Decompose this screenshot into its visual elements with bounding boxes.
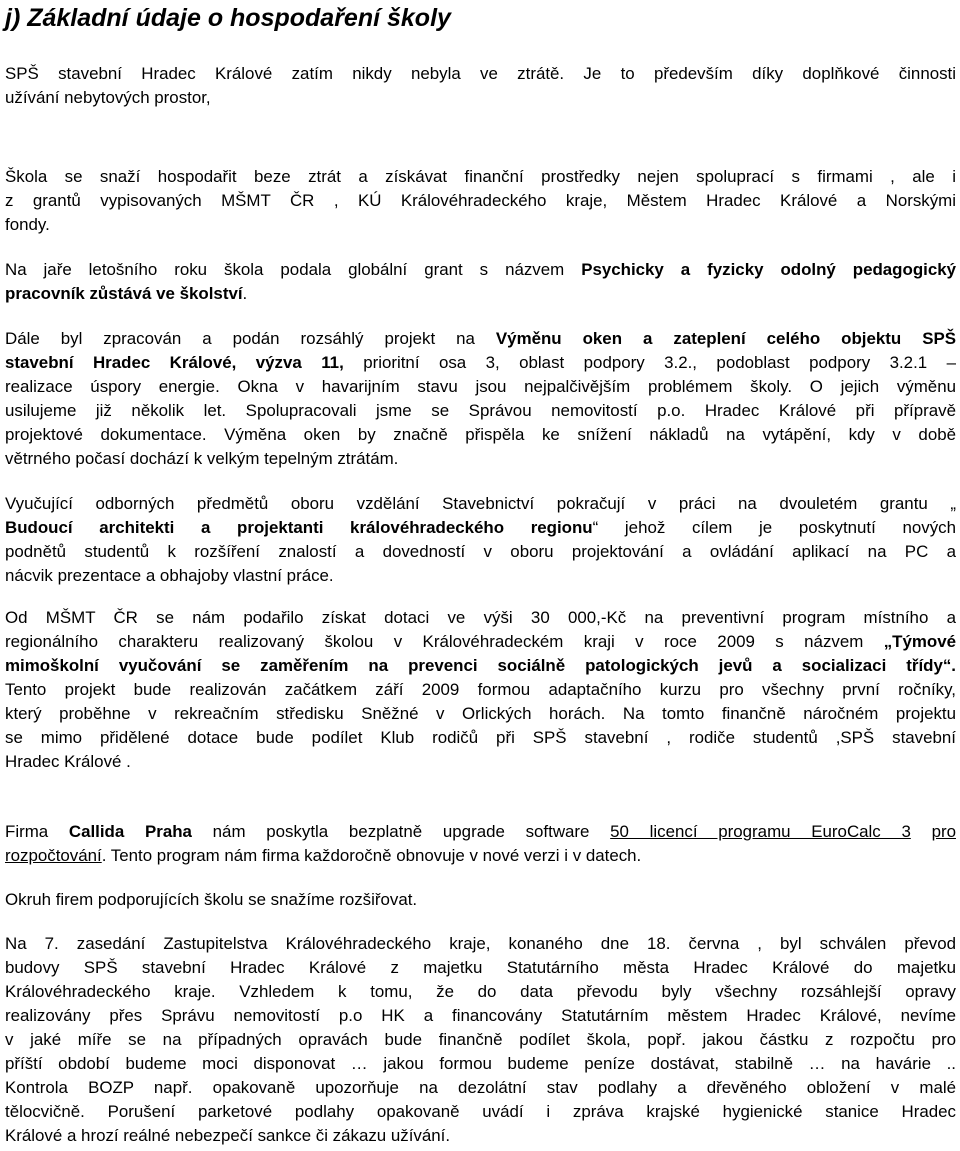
paragraph-funding: Škola se snaží hospodařit beze ztrát a získávat finanční prostředky nejen spoluprací s firmami , ale i z grantů vypisovaných MŠMT ČR , KÚ Královéhradeckého kraje, Městem Hradec Králové a Norskými fondy. [5, 167, 956, 234]
project-title-cont: stavební Hradec Králové, výzva 11, [5, 353, 344, 372]
document-page [5, 0, 956, 1145]
paragraph-supporters: Okruh firem podporujících školu se snažíme rozšiřovat. [5, 890, 418, 909]
program-title-cont: mimoškolní vyučování se zaměřením na prevenci sociálně patologických jevů a socializaci třídy“. [5, 656, 956, 675]
paragraph-software: Firma Callida Praha nám poskytla bezplatně upgrade software 50 licencí programu EuroCalc 3 pro rozpočtování. Tento program nám firma každoročně obnovuje v nové verzi i v datech. [5, 822, 956, 865]
section-heading: j) Základní údaje o hospodaření školy [5, 4, 451, 32]
company-name: Callida Praha [68, 822, 192, 841]
license-text-cont: pro [931, 822, 956, 841]
grant-title-cont: pracovník zůstává ve školství [5, 284, 243, 303]
paragraph-architects-grant: Vyučující odborných předmětů oboru vzdělání Stavebnictví pokračují v práci na dvouletém grantu „ Budoucí architekti a projektanti královéhradeckého regionu“ jehož cílem je poskytnutí nových podnětů studentů k rozšíření znalostí a dovedností v oboru projektování a ovládání aplikací na PC a nácvik prezentace a obhajoby vlastní práce. [5, 494, 956, 585]
grant-title: Psychicky a fyzicky odolný pedagogický [581, 260, 956, 279]
license-text: 50 licencí programu EuroCalc 3 [610, 822, 911, 841]
paragraph-global-grant: Na jaře letošního roku škola podala globální grant s názvem Psychicky a fyzicky odolný pedagogický pracovník zůstává ve školství. [5, 260, 956, 303]
paragraph-windows-project: Dále byl zpracován a podán rozsáhlý projekt na Výměnu oken a zateplení celého objektu SPŠ stavební Hradec Králové, výzva 11, prioritní osa 3, oblast podpory 3.2., podoblast podpory 3.2.1 – realizace úspory energie. Okna v havarijním stavu jsou nejpalčivějším problémem školy. O jejich výměnu usilujeme již několik let. Spolupracovali jsme se Správou nemovitostí p.o. Hradec Králové při přípravě projektové dokumentace. Výměna oken by značně přispěla ke snížení nákladů na vytápění, kdy v době větrného počasí dochází k velkým tepelným ztrátám. [5, 329, 956, 468]
program-title: „Týmové [883, 632, 956, 651]
license-text-end: rozpočtování [5, 846, 102, 865]
project-title: Výměnu oken a zateplení celého objektu SPŠ [495, 329, 956, 348]
architects-grant-title: Budoucí architekti a projektanti královéhradeckého regionu [5, 518, 593, 537]
paragraph-economy: SPŠ stavební Hradec Králové zatím nikdy nebyla ve ztrátě. Je to především díky doplňkové činnosti užívání nebytových prostor, [5, 64, 956, 107]
paragraph-prevention-program: Od MŠMT ČR se nám podařilo získat dotaci ve výši 30 000,-Kč na preventivní program místního a regionálního charakteru realizovaný školou v Královéhradeckém kraji v roce 2009 s názvem „Týmové mimoškolní vyučování se zaměřením na prevenci sociálně patologických jevů a socializaci třídy“. Tento projekt bude realizován začátkem září 2009 formou adaptačního kurzu pro všechny první ročníky, který proběhne v rekreačním středisku Sněžné v Orlických horách. Na tomto finančně náročném projektu se mimo přidělené dotace bude podílet Klub rodičů při SPŠ stavební , rodiče studentů ,SPŠ stavební Hradec Králové . [5, 608, 956, 771]
paragraph-building-transfer: Na 7. zasedání Zastupitelstva Královéhradeckého kraje, konaného dne 18. června , byl schválen převod budovy SPŠ stavební Hradec Králové z majetku Statutárního města Hradec Králové do majetku Královéhradeckého kraje. Vzhledem k tomu, že do data převodu byly všechny rozsáhlejší opravy realizovány přes Správu nemovitostí p.o HK a financovány Statutárním městem Hradec Králové, nevíme v jaké míře se na případných opravách bude finančně podílet škola, popř. jakou částku z rozpočtu pro příští období budeme moci disponovat … jakou formou budeme peníze dostávat, stabilně … na havárie .. Kontrola BOZP např. opakovaně upozorňuje na dezolátní stav podlahy a dřevěného obložení v malé tělocvičně. Porušení parketové podlahy opakovaně uvádí i zpráva krajské hygienické stanice Hradec Králové a hrozí reálné nebezpečí sankce či zákazu užívání. [5, 934, 956, 1145]
